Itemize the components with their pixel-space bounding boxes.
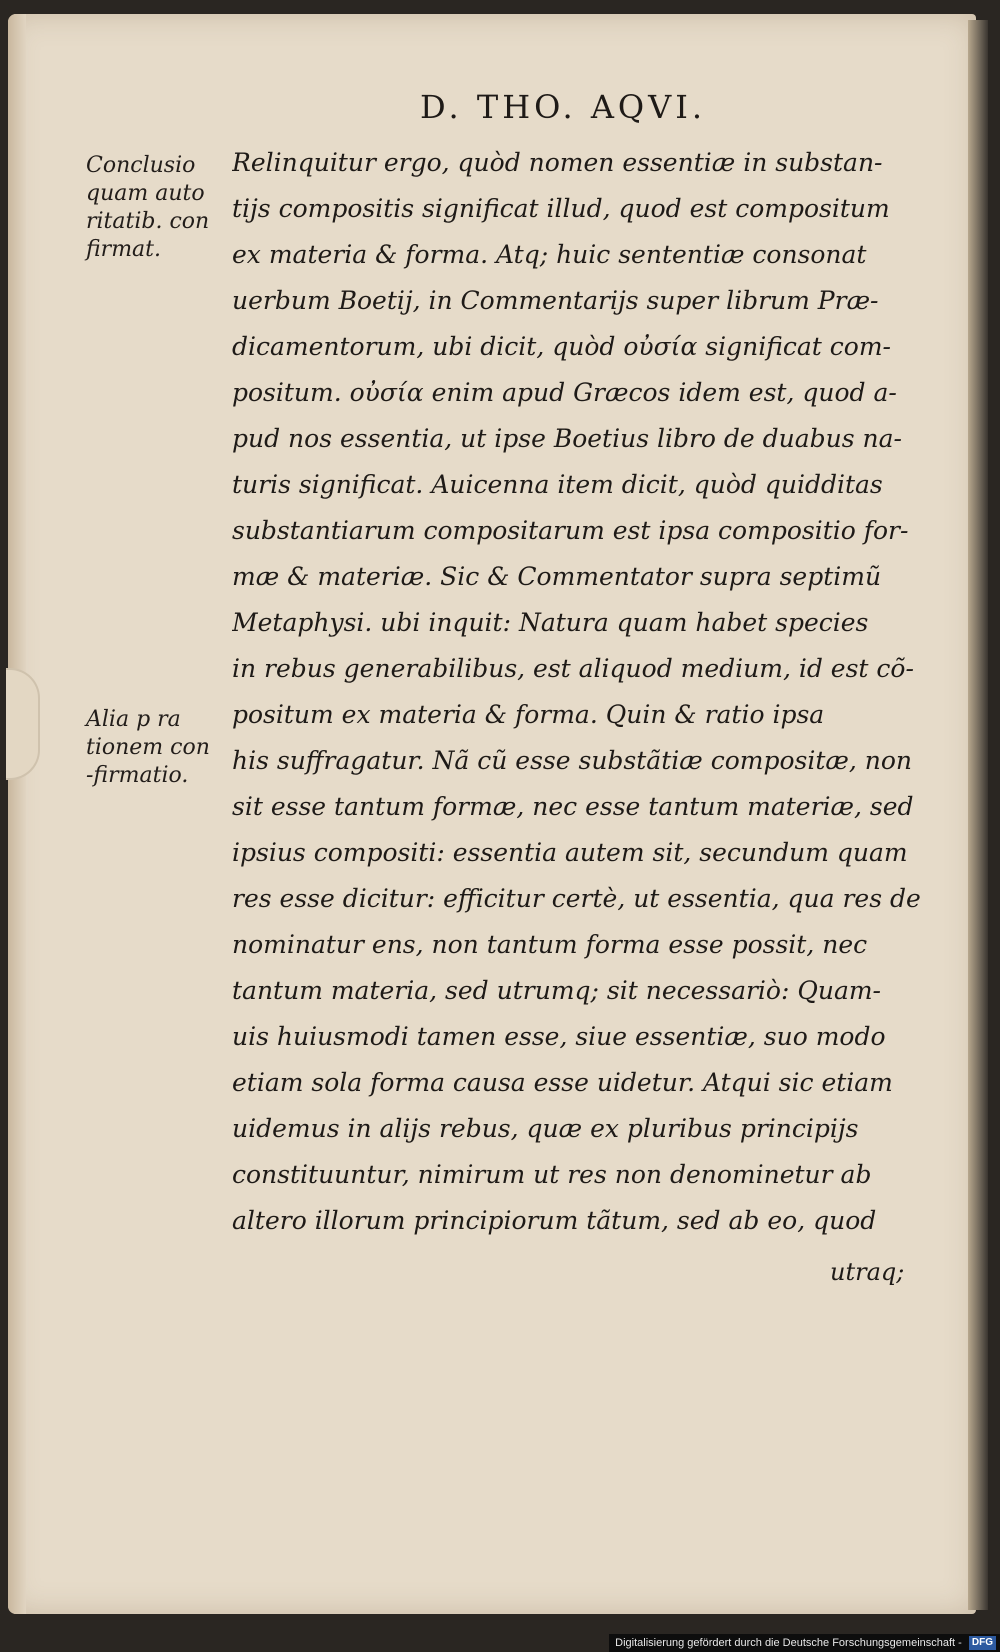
margin-note-line: -firmatio. [86,763,189,788]
text-line: dicamentorum, ubi dicit, quòd οὐσία significat com- [232,332,891,361]
dfg-logo: DFG [969,1636,996,1650]
text-line: his suffragatur. Nã cũ esse substãtiæ compositæ, non [232,746,913,775]
running-head: D. THO. AQVI. [420,88,707,126]
text-line: in rebus generabilibus, est aliquod medium, id est cõ- [232,654,914,683]
text-line: Relinquitur ergo, quòd nomen essentiæ in substan- [232,148,883,177]
text-line: tijs compositis significat illud, quod est compositum [232,194,890,223]
book-edge [968,20,988,1610]
credit-text: Digitalisierung gefördert durch die Deutsche Forschungsgemeinschaft - [615,1637,962,1649]
text-line: uidemus in alijs rebus, quæ ex pluribus principijs [232,1114,859,1143]
text-line: turis significat. Auicenna item dicit, quòd quidditas [232,470,883,499]
text-line: Metaphysi. ubi inquit: Natura quam habet species [232,608,869,637]
text-line: constituuntur, nimirum ut res non denominetur ab [232,1160,872,1189]
page-gutter [8,14,26,1614]
margin-note-line: Alia p ra [86,707,181,732]
text-line: res esse dicitur: efficitur certè, ut essentia, qua res de [232,884,921,913]
text-line: substantiarum compositarum est ipsa compositio for- [232,516,909,545]
margin-note-line: quam auto [86,181,205,206]
text-line: uis huiusmodi tamen esse, siue essentiæ, suo modo [232,1022,886,1051]
text-line: mæ & materiæ. Sic & Commentator supra septimũ [232,562,882,591]
text-line: positum. οὐσία enim apud Græcos idem est, quod a- [232,378,897,407]
catchword: utraq; [830,1258,905,1286]
text-line: altero illorum principiorum tãtum, sed ab eo, quod [232,1206,877,1235]
margin-note-line: ritatib. con [86,209,210,234]
margin-note-line: firmat. [86,237,162,262]
text-line: nominatur ens, non tantum forma esse possit, nec [232,930,868,959]
margin-note-2 [86,706,236,790]
text-line: tantum materia, sed utrumq; sit necessariò: Quam- [232,976,881,1005]
margin-note-line: tionem con [86,735,210,760]
digitization-credit-bar [609,1634,1000,1652]
text-line: ex materia & forma. Atq; huic sententiæ consonat [232,240,867,269]
text-line: etiam sola forma causa esse uidetur. Atqui sic etiam [232,1068,893,1097]
text-line: uerbum Boetij, in Commentarijs super librum Præ- [232,286,879,315]
margin-note-1 [86,152,236,264]
text-line: pud nos essentia, ut ipse Boetius libro de duabus na- [232,424,903,453]
text-line: ipsius compositi: essentia autem sit, secundum quam [232,838,908,867]
text-line: sit esse tantum formæ, nec esse tantum materiæ, sed [232,792,914,821]
margin-note-line: Conclusio [86,153,196,178]
text-line: positum ex materia & forma. Quin & ratio ipsa [232,700,825,729]
body-text [232,140,932,1244]
page-tab [6,668,40,780]
